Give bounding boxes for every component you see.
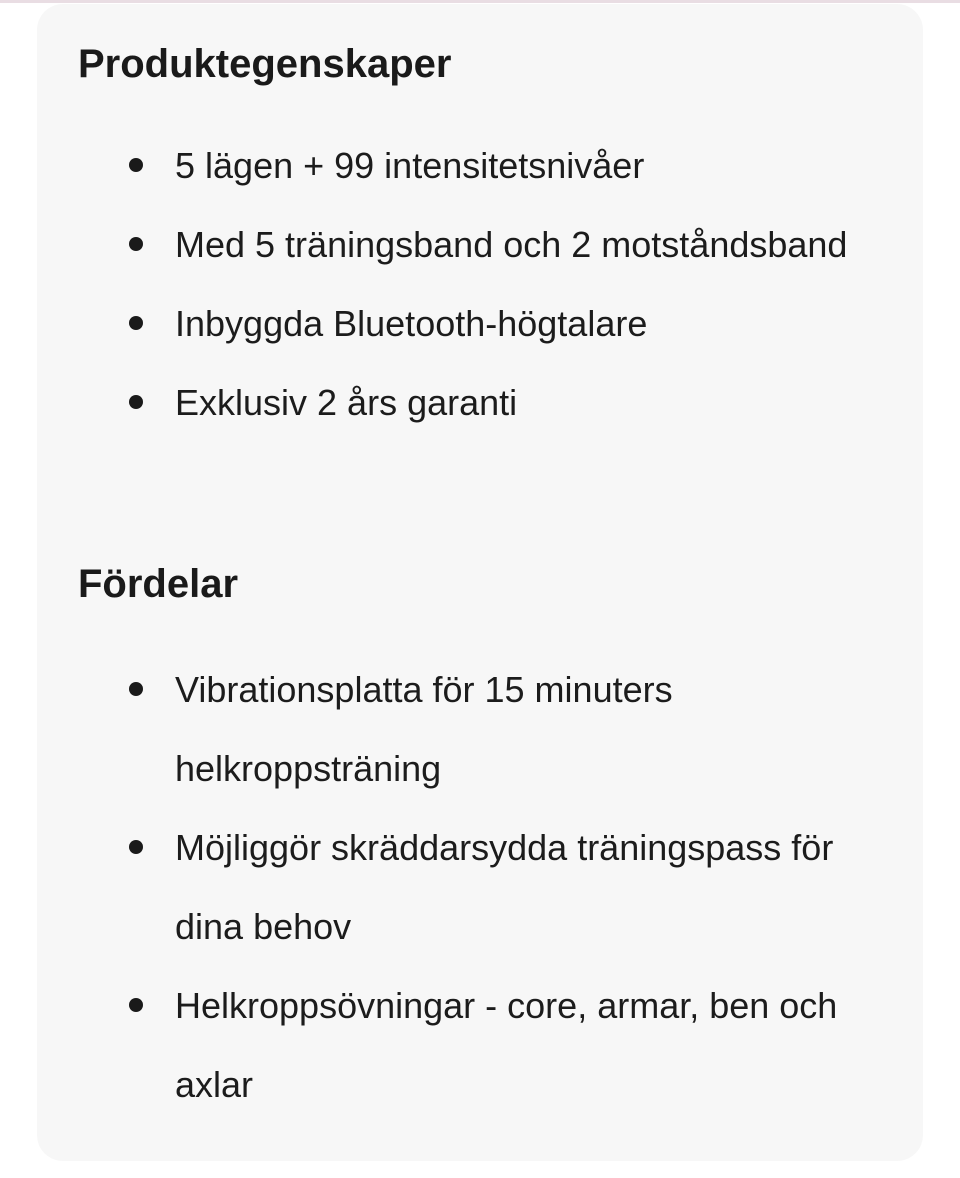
list-item-text: 5 lägen + 99 intensitetsnivåer	[175, 145, 645, 186]
list-item	[37, 284, 923, 363]
list-item-text: Inbyggda Bluetooth-högtalare	[175, 303, 648, 344]
list-item	[37, 966, 923, 1124]
benefits-list	[37, 650, 923, 1124]
list-item-text: Exklusiv 2 års garanti	[175, 382, 518, 423]
list-item-text: Möjliggör skräddarsydda träningspass för dina behov	[175, 827, 834, 947]
section-heading-features: Produktegenskaper	[78, 42, 452, 86]
features-list	[37, 126, 923, 442]
list-item	[37, 650, 923, 808]
list-item	[37, 126, 923, 205]
bullet-icon	[129, 316, 143, 330]
bullet-icon	[129, 840, 143, 854]
bullet-icon	[129, 158, 143, 172]
list-item-text: Helkroppsövningar - core, armar, ben och axlar	[175, 985, 838, 1105]
list-item	[37, 363, 923, 442]
section-heading-benefits: Fördelar	[78, 562, 239, 606]
list-item	[37, 205, 923, 284]
product-info-card	[37, 4, 923, 1161]
bullet-icon	[129, 237, 143, 251]
list-item-text: Med 5 träningsband och 2 motståndsband	[175, 224, 848, 265]
list-item	[37, 808, 923, 966]
bullet-icon	[129, 682, 143, 696]
bullet-icon	[129, 395, 143, 409]
list-item-text: Vibrationsplatta för 15 minuters helkroppsträning	[175, 669, 673, 789]
bullet-icon	[129, 998, 143, 1012]
top-divider	[0, 0, 960, 3]
